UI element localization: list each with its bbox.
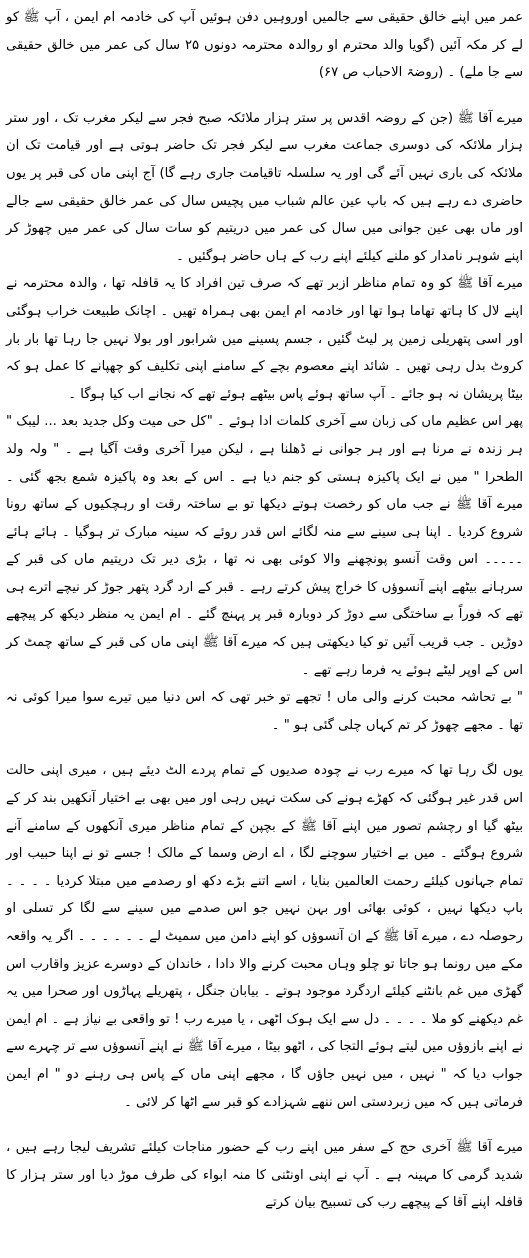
- paragraph-gap: [6, 87, 523, 105]
- paragraph-1: عمر میں اپنے خالق حقیقی سے جالمیں اوروہیں دفن ہوئیں آپ کی خادمہ ام ایمن ، آپ ﷺ کو لے کر مکہ آئیں (گویا والد محترم او روالدہ محترمہ دونوں ۲۵ سال کی عمر میں خالق حقیقی سے جا ملے) ۔ (روضۃ الاحباب ص ۶۷): [6, 10, 523, 81]
- paragraph-3: میرے آقا ﷺ کو وہ تمام مناظر ازبر تھے کہ صرف تین افراد کا یہ قافلہ تھا ، والدہ محترمہ نے اپنے لال کا ہاتھ تھاما ہوا تھا اور خادمہ ام ایمن بھی ہمراہ تھیں ۔ اچانک طبیعت خراب ہوگئی اور اسی پتھریلی زمین پر لیٹ گئیں ، جسم پسینے میں شرابور اور بولا نہیں جا رہا تھا بار بار کروٹ بدل رہی تھیں ۔ شائد اپنے معصوم بچے کے سامنے اپنی تکلیف کو چھپانے کا عمل ہو کہ بیٹا پریشان نہ ہو جائے ۔ آپ ساتھ ہوئے پاس بیٹھے ہوئے تھے کہ نجانے اب کیا ہوگا ۔: [6, 276, 523, 402]
- paragraph-6: یوں لگ رہا تھا کہ میرے رب نے چودہ صدیوں کے تمام پردے الٹ دیئے ہیں ، میری اپنی حالت اس قدر غیر ہوگئی کہ کھڑے ہونے کی سکت نہیں رہی اور میں بھی بے اختیار آنکھیں بند کر کے بیٹھ گیا او رچشم تصور میں اپنے آقا ﷺ کے بچپن کے تمام مناظر میری آنکھوں کے سامنے آنے شروع ہوگئے ۔ میں بے اختیار سوچنے لگا ، اے ارض وسما کے مالک ! جسے تو نے اپنا حبیب اور تمام جہانوں کیلئے رحمت العالمین بنایا ، اسے اتنے بڑے دکھ او رصدمے میں مبتلا کردیا ۔ ۔ ۔ ۔ باپ دیکھا نہیں ، کوئی بھائی اور بہن نہیں جو اس صدمے میں سینے سے لگا کر تسلی او رحوصلہ دے ، میرے آقا ﷺ کے ان آنسوؤں کو اپنے دامن میں سمیٹ لے ۔ ۔ ۔ ۔ ۔ ۔ اگر یہ واقعہ مکے میں رونما ہو جاتا تو چلو وہاں محبت کرنے والا دادا ، خاندان کے دوسرے عزیز واقارب اس گھڑی میں غم بانٹنے کیلئے اردگرد موجود ہوتے ۔ بیابان جنگل ، پتھریلے پہاڑوں اور صحرا میں یہ غم دیکھنے کو ملا ۔ ۔ ۔ ۔ دل سے ایک ہوک اٹھی ، یا میرے رب ! تو واقعی بے نیاز ہے ۔ ام ایمن نے اپنے بازوؤں میں لیتے ہوئے التجا کی ، اٹھو بیٹا ، میرے آقا ﷺ نے اپنے آنسوؤں سے تر چہرے سے جواب دیا کہ " نہیں ، میں نہیں جاؤں گا ، مجھے اپنی ماں کے پاس ہی رہنے دو " ام ایمن فرماتی ہیں کہ میں زبردستی اس ننھے شہزادے کو قبر سے اٹھا کر لائی ۔: [6, 763, 523, 1110]
- paragraph-7: میرے آقا ﷺ آخری حج کے سفر میں اپنے رب کے حضور مناجات کیلئے تشریف لیجا رہے ہیں ، شدید گرمی کا مہینہ ہے ۔ آپ نے اپنی اونٹنی کا منہ ابواء کی طرف موڑ دیا اور ستر ہزار کا قافلہ اپنے آقا کے پیچھے رب کی تسبیح بیان کرتے: [6, 1140, 523, 1211]
- paragraph-gap: [6, 1116, 523, 1134]
- paragraph-5: " بے تحاشہ محبت کرنے والی ماں ! تجھے تو خبر تھی کہ اس دنیا میں تیرے سوا میرا کوئی نہ تھا ۔ مجھے چھوڑ کر تم کہاں چلی گئی ہو " ۔: [6, 690, 523, 733]
- paragraph-gap: [6, 739, 523, 757]
- paragraph-4: پھر اس عظیم ماں کی زبان سے آخری کلمات ادا ہوئے ۔ "کل حی میت وکل جدید بعد ... لیبک " ہر زندہ نے مرنا ہے اور ہر جوانی نے ڈھلنا ہے ، لیکن میرا آخری وقت آگیا ہے ۔ " ولہ ولد الطحرا " میں نے ایک پاکیزہ ہستی کو جنم دیا ہے ۔ اس کے بعد وہ پاکیزہ شمع بجھ گئی ۔ میرے آقا ﷺ نے جب ماں کو رخصت ہوتے دیکھا تو بے ساختہ رقت او رہچکیوں کے ساتھ رونا شروع کردیا ۔ اپنا ہی سینے سے منہ لگائے اس قدر روئے کہ سینہ مبارک تر ہوگیا ۔ ہائے ہائے ۔۔۔۔۔ اس وقت آنسو پونچھنے والا کوئی بھی نہ تھا ، بڑی دیر تک دریتیم ماں کی قبر کے سرہانے بیٹھے اپنے آنسوؤں کا خراج پیش کرتے رہے ۔ قبر کے ارد گرد پتھر جوڑ کر نیچے اترے ہی تھے کہ فوراً بے ساختگی سے دوڑ کر دوبارہ قبر پر پہنچ گئے ۔ ام ایمن یہ منظر دیکھ کر پیچھے دوڑیں ۔ جب قریب آئیں تو کیا دیکھتی ہیں کہ میرے آقا ﷺ اپنی ماں کی قبر کے ساتھ چمٹ کر اس کے اوپر لیٹے ہوئے یہ فرما رہے تھے ۔: [6, 414, 523, 678]
- paragraph-2: میرے آقا ﷺ (جن کے روضہ اقدس پر ستر ہزار ملائکہ صبح فجر سے لیکر مغرب تک ، اور ستر ہزار ملائکہ کی دوسری جماعت مغرب سے لیکر فجر تک حاضر ہوتی ہے اور قیامت تک ان ملائکہ کی باری نہیں آئے گی اور یہ سلسلہ تاقیامت جاری رہے گا) آج اپنی ماں کی قبر پر یوں حاضری دے رہے ہیں کہ باپ عین عالم شباب میں پچیس سال کی عمر خالق حقیقی سے جالے اور ماں بھی عین جوانی میں سال کی عمر میں دریتیم کو سات سال کی عمر میں چھوڑ کر اپنے شوہر نامدار کو ملنے کیلئے اپنے رب کے ہاں حاضر ہوگئیں ۔: [6, 110, 523, 264]
